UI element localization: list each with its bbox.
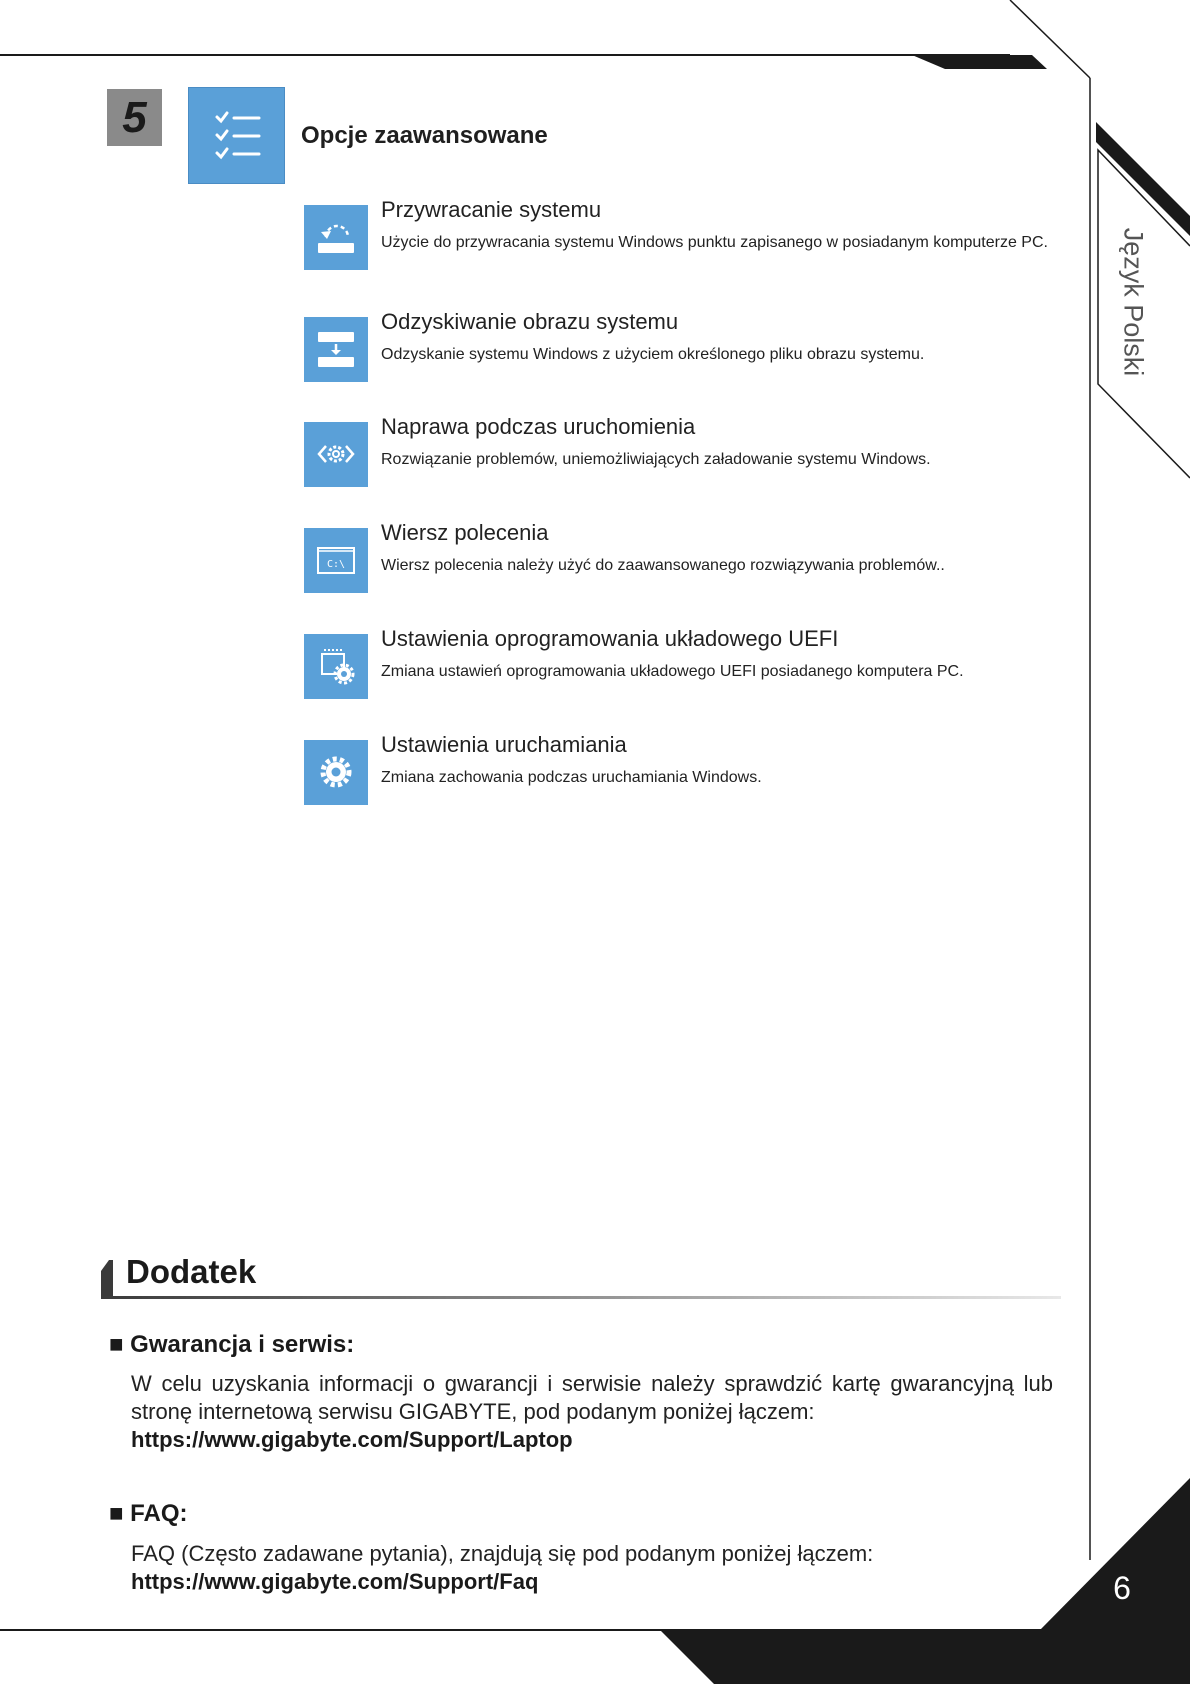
startup-settings-icon	[304, 740, 368, 805]
appendix-title: Dodatek	[126, 1253, 257, 1290]
option-title: Wiersz polecenia	[381, 520, 549, 545]
system-restore-icon	[304, 205, 368, 270]
warranty-link[interactable]: https://www.gigabyte.com/Support/Laptop	[131, 1427, 573, 1452]
faq-heading: ■ FAQ:	[109, 1500, 188, 1527]
warranty-text-block	[131, 1370, 1053, 1454]
option-title: Odzyskiwanie obrazu systemu	[381, 309, 679, 334]
system-image-recovery-icon	[304, 317, 368, 382]
option-description: Zmiana ustawień oprogramowania układowego UEFI posiadanego komputera PC.	[381, 663, 964, 680]
section-title: Opcje zaawansowane	[301, 122, 548, 149]
option-description: Odzyskanie systemu Windows z użyciem określonego pliku obrazu systemu.	[381, 346, 925, 363]
option-description: Użycie do przywracania systemu Windows punktu zapisanego w posiadanym komputerze PC.	[381, 234, 1048, 251]
startup-repair-icon	[304, 422, 368, 487]
faq-text: FAQ (Często zadawane pytania), znajdują się pod podanym poniżej łączem:	[131, 1541, 874, 1566]
option-description: Rozwiązanie problemów, uniemożliwiających załadowanie systemu Windows.	[381, 451, 931, 468]
option-title: Ustawienia uruchamiania	[381, 732, 627, 757]
option-description: Wiersz polecenia należy użyć do zaawansowanego rozwiązywania problemów..	[381, 557, 945, 574]
warranty-text: W celu uzyskania informacji o gwarancji i serwisie należy sprawdzić kartę gwarancyjną lub stronę internetową serwisu GIGABYTE, pod podanym poniżej łączem:	[131, 1371, 1053, 1424]
option-title: Przywracanie systemu	[381, 197, 602, 222]
faq-link[interactable]: https://www.gigabyte.com/Support/Faq	[131, 1569, 539, 1594]
uefi-settings-icon	[304, 634, 368, 699]
page-number: 6	[1113, 1570, 1131, 1606]
command-prompt-label: C:\	[326, 559, 346, 570]
option-title: Ustawienia oprogramowania układowego UEFI	[381, 626, 839, 651]
option-title: Naprawa podczas uruchomienia	[381, 414, 696, 439]
warranty-heading: ■ Gwarancja i serwis:	[109, 1331, 355, 1358]
language-label: Język Polski	[1118, 227, 1149, 377]
checklist-icon	[188, 87, 285, 184]
command-prompt-icon	[304, 528, 368, 593]
option-description: Zmiana zachowania podczas uruchamiania Windows.	[381, 769, 762, 786]
step-number-badge: 5	[107, 89, 162, 146]
language-side-tab	[1103, 222, 1163, 382]
faq-text-block	[131, 1540, 1053, 1596]
